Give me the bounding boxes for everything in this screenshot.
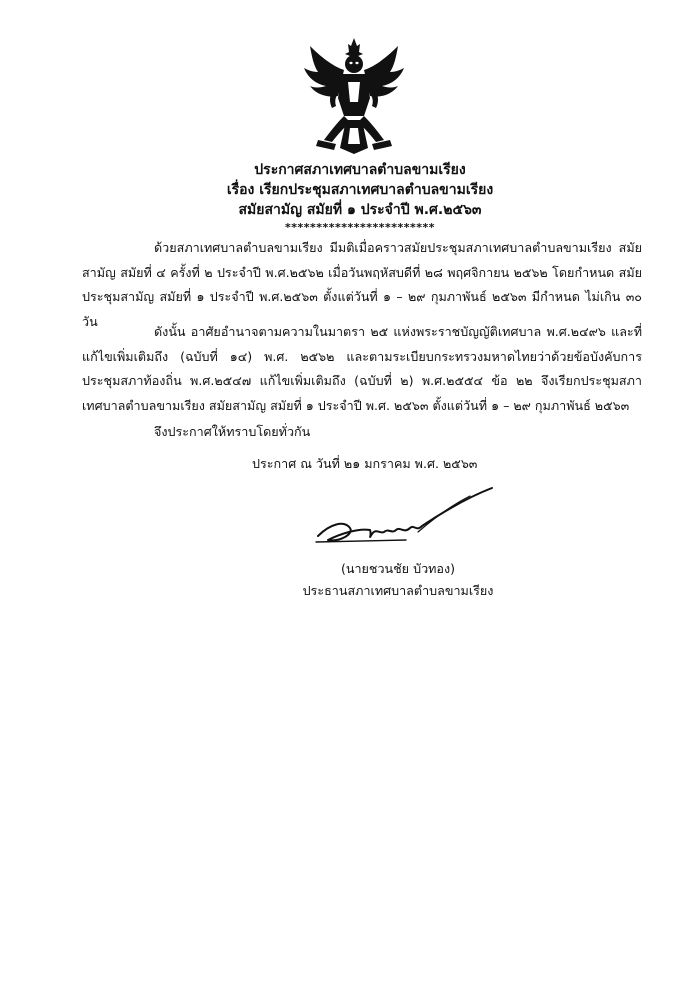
body-paragraph-2: ดังนั้น อาศัยอำนาจตามความในมาตรา ๒๕ แห่งพระราชบัญญัติเทศบาล พ.ศ.๒๔๙๖ และที่แก้ไขเพิ่มเติมถึง (ฉบับที่ ๑๔) พ.ศ. ๒๕๖๒ และตามระเบียบกระทรวงมหาดไทยว่าด้วยข้อบังคับการ ประชุมสภาท้องถิ่น พ.ศ.๒๕๔๗ แก้ไขเพิ่มเติมถึง (ฉบับที่ ๒) พ.ศ.๒๕๕๔ ข้อ ๒๒ จึงเรียกประชุมสภาเทศบาลตำบลขามเรียง สมัยสามัญ สมัยที่ ๑ ประจำปี พ.ศ. ๒๕๖๓ ตั้งแต่วันที่ ๑ – ๒๙ กุมภาพันธ์ ๒๕๖๓ (82, 324, 642, 413)
signer-name: (นายชวนชัย บัวทอง) (340, 561, 456, 576)
announcement-date: ประกาศ ณ วันที่ ๒๑ มกราคม พ.ศ. ๒๕๖๓ (252, 456, 478, 471)
announcement-title: ประกาศสภาเทศบาลตำบลขามเรียง (254, 162, 466, 178)
body-paragraph-1: ด้วยสภาเทศบาลตำบลขามเรียง มีมติเมื่อคราวสมัยประชุมสภาเทศบาลตำบลขามเรียง สมัยสามัญ สมัยที่ ๔ ครั้งที่ ๒ ประจำปี พ.ศ.๒๕๖๒ เมื่อวันพฤหัสบดีที่ ๒๘ พฤศจิกายน ๒๕๖๒ โดยกำหนด สมัยประชุมสามัญ สมัยที่ ๑ ประจำปี พ.ศ.๒๕๖๓ ตั้งแต่วันที่ ๑ – ๒๙ กุมภาพันธ์ ๒๕๖๓ มีกำหนด ไม่เกิน ๓๐ วัน (82, 240, 642, 329)
body-paragraph-3: จึงประกาศให้ทราบโดยทั่วกัน (154, 424, 311, 439)
separator-line: ************************ (284, 221, 436, 234)
announcement-session: สมัยสามัญ สมัยที่ ๑ ประจำปี พ.ศ.๒๕๖๓ (238, 202, 482, 218)
handwritten-signature (310, 484, 500, 552)
signer-position: ประธานสภาเทศบาลตำบลขามเรียง (302, 583, 494, 598)
announcement-subject: เรื่อง เรียกประชุมสภาเทศบาลตำบลขามเรียง (226, 182, 494, 198)
garuda-emblem (302, 36, 406, 154)
